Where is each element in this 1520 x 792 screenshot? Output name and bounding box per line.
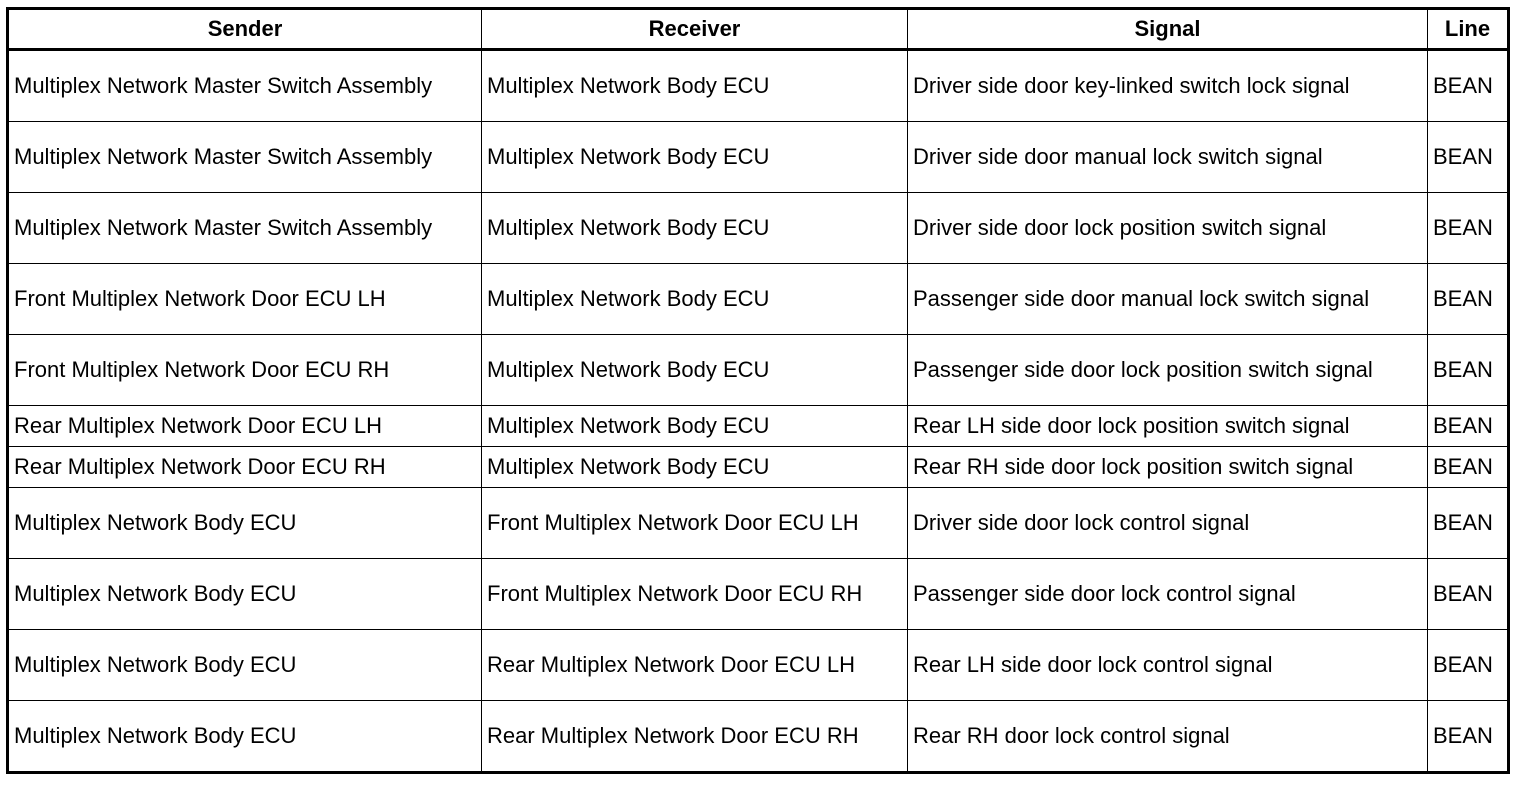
- receiver-cell: Multiplex Network Body ECU: [482, 193, 908, 264]
- signal-cell: Passenger side door lock position switch signal: [908, 335, 1428, 406]
- line-cell: BEAN: [1428, 264, 1509, 335]
- table-row: [8, 701, 1509, 773]
- signal-cell: Rear LH side door lock control signal: [908, 630, 1428, 701]
- table-header: [8, 9, 1509, 50]
- line-cell: BEAN: [1428, 122, 1509, 193]
- sender-cell: Multiplex Network Body ECU: [8, 701, 482, 773]
- signal-cell: Passenger side door manual lock switch signal: [908, 264, 1428, 335]
- sender-cell: Multiplex Network Body ECU: [8, 630, 482, 701]
- receiver-cell: Multiplex Network Body ECU: [482, 335, 908, 406]
- sender-cell: Multiplex Network Body ECU: [8, 559, 482, 630]
- receiver-cell: Multiplex Network Body ECU: [482, 50, 908, 122]
- table-row: [8, 447, 1509, 488]
- receiver-cell: Multiplex Network Body ECU: [482, 447, 908, 488]
- line-cell: BEAN: [1428, 447, 1509, 488]
- line-cell: BEAN: [1428, 406, 1509, 447]
- table-row: [8, 406, 1509, 447]
- table-row: [8, 630, 1509, 701]
- table-row: [8, 559, 1509, 630]
- receiver-cell: Rear Multiplex Network Door ECU LH: [482, 630, 908, 701]
- sender-cell: Multiplex Network Body ECU: [8, 488, 482, 559]
- line-cell: BEAN: [1428, 50, 1509, 122]
- receiver-cell: Front Multiplex Network Door ECU RH: [482, 559, 908, 630]
- signal-cell: Rear RH door lock control signal: [908, 701, 1428, 773]
- sender-cell: Rear Multiplex Network Door ECU LH: [8, 406, 482, 447]
- line-cell: BEAN: [1428, 488, 1509, 559]
- receiver-cell: Multiplex Network Body ECU: [482, 122, 908, 193]
- signal-cell: Rear RH side door lock position switch signal: [908, 447, 1428, 488]
- signal-cell: Driver side door lock position switch signal: [908, 193, 1428, 264]
- receiver-cell: Multiplex Network Body ECU: [482, 406, 908, 447]
- sender-cell: Multiplex Network Master Switch Assembly: [8, 50, 482, 122]
- line-cell: BEAN: [1428, 630, 1509, 701]
- header-signal: Signal: [908, 9, 1428, 50]
- receiver-cell: Multiplex Network Body ECU: [482, 264, 908, 335]
- line-cell: BEAN: [1428, 559, 1509, 630]
- table-row: [8, 488, 1509, 559]
- table-row: [8, 122, 1509, 193]
- sender-cell: Front Multiplex Network Door ECU RH: [8, 335, 482, 406]
- sender-cell: Multiplex Network Master Switch Assembly: [8, 193, 482, 264]
- signal-cell: Rear LH side door lock position switch signal: [908, 406, 1428, 447]
- sender-cell: Front Multiplex Network Door ECU LH: [8, 264, 482, 335]
- table-row: [8, 50, 1509, 122]
- header-receiver: Receiver: [482, 9, 908, 50]
- signal-table: [6, 7, 1510, 774]
- table-row: [8, 264, 1509, 335]
- header-line: Line: [1428, 9, 1509, 50]
- table-row: [8, 335, 1509, 406]
- receiver-cell: Rear Multiplex Network Door ECU RH: [482, 701, 908, 773]
- header-row: [8, 9, 1509, 50]
- sender-cell: Rear Multiplex Network Door ECU RH: [8, 447, 482, 488]
- signal-cell: Passenger side door lock control signal: [908, 559, 1428, 630]
- line-cell: BEAN: [1428, 701, 1509, 773]
- table-body: [8, 50, 1509, 773]
- table-row: [8, 193, 1509, 264]
- sender-cell: Multiplex Network Master Switch Assembly: [8, 122, 482, 193]
- receiver-cell: Front Multiplex Network Door ECU LH: [482, 488, 908, 559]
- line-cell: BEAN: [1428, 193, 1509, 264]
- line-cell: BEAN: [1428, 335, 1509, 406]
- signal-cell: Driver side door manual lock switch signal: [908, 122, 1428, 193]
- signal-cell: Driver side door lock control signal: [908, 488, 1428, 559]
- signal-cell: Driver side door key-linked switch lock signal: [908, 50, 1428, 122]
- header-sender: Sender: [8, 9, 482, 50]
